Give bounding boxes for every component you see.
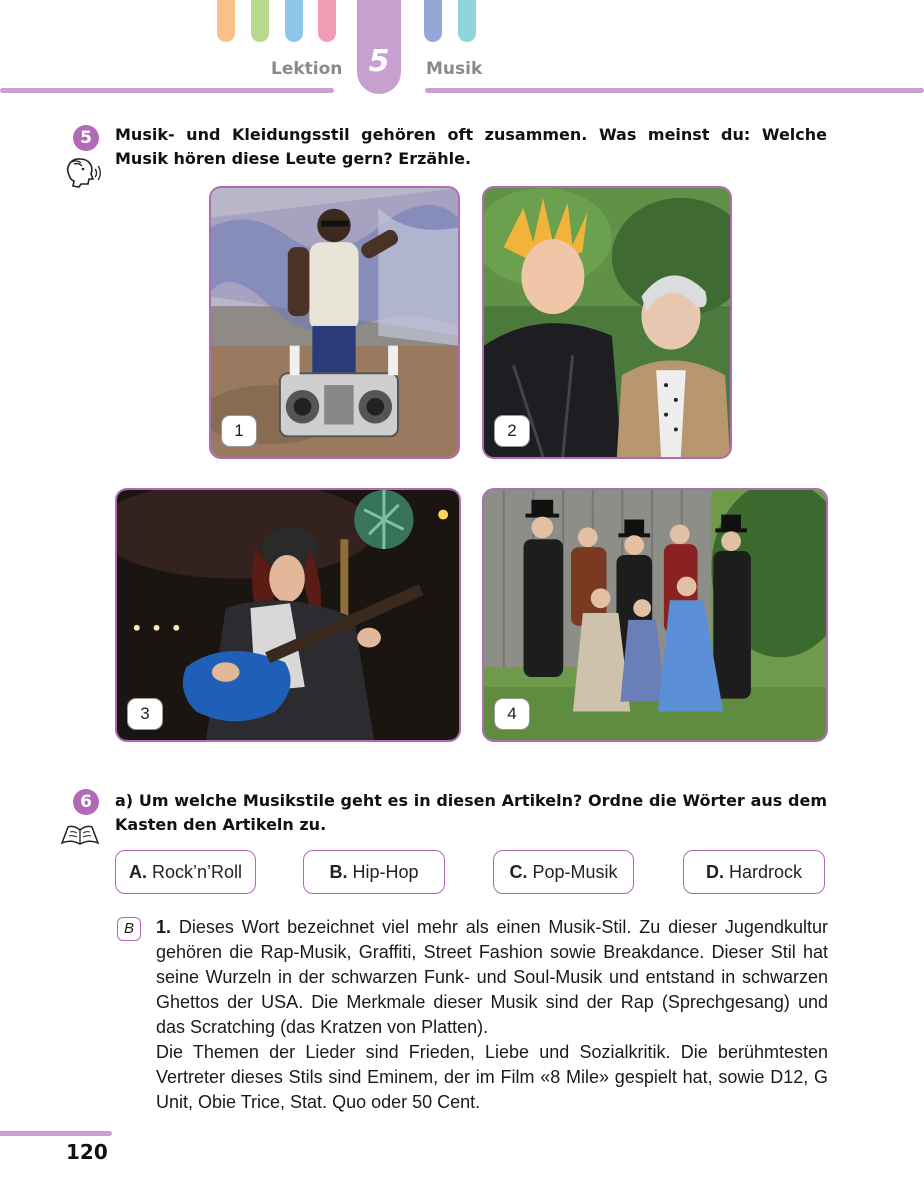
page-number: 120 bbox=[66, 1140, 108, 1164]
photo-number: 3 bbox=[127, 698, 163, 730]
lesson-number: 5 bbox=[368, 44, 390, 79]
word-box-d bbox=[683, 850, 825, 894]
word-text: Hip-Hop bbox=[352, 862, 419, 882]
photo-3 bbox=[115, 488, 461, 742]
word-box-b bbox=[303, 850, 445, 894]
color-tab bbox=[285, 0, 303, 42]
color-tab bbox=[424, 0, 442, 42]
lektion-label: Lektion bbox=[271, 59, 343, 79]
photo-4-image bbox=[484, 490, 826, 740]
word-letter: B. bbox=[329, 862, 348, 882]
task5-instruction: Musik- und Kleidungsstil gehören oft zusammen. Was meinst du: Welche Musik hören diese Leute gern? Erzähle. bbox=[115, 125, 827, 168]
header-line-right bbox=[425, 88, 924, 93]
photo-2 bbox=[482, 186, 732, 459]
task-number-5: 5 bbox=[73, 125, 99, 151]
photo-number: 4 bbox=[494, 698, 530, 730]
word-text: Hardrock bbox=[728, 862, 803, 882]
task6-instruction: a) Um welche Musikstile geht es in diesen Artikeln? Ordne die Wörter aus dem Kasten den Artikeln zu. bbox=[115, 791, 827, 834]
article-text-1: Dieses Wort bezeichnet viel mehr als einen Musik-Stil. Zu dieser Jugendkultur gehören die Rap-Musik, Graffiti, Street Fashion sowie Breakdance. Dieser Stil hat seine Wurzeln in der schwarzen Funk- und Soul-Musik und entstand in schwarzen Ghettos der USA. Die Merkmale dieser Musik sind der Rap (Sprechgesang) und das Scratching (das Kratzen von Platten). bbox=[156, 917, 828, 1037]
word-text: Rock’n’Roll bbox=[151, 862, 243, 882]
word-box-c bbox=[493, 850, 634, 894]
header-line-left bbox=[0, 88, 334, 93]
article-1 bbox=[156, 915, 828, 1115]
open-book-icon bbox=[60, 823, 100, 847]
photo-number: 1 bbox=[221, 415, 257, 447]
word-box-a bbox=[115, 850, 256, 894]
word-letter: A. bbox=[128, 862, 147, 882]
color-tab bbox=[458, 0, 476, 42]
photo-3-image bbox=[117, 490, 459, 740]
photo-number: 2 bbox=[494, 415, 530, 447]
color-tab bbox=[251, 0, 269, 42]
article-paragraph-2: Die Themen der Lieder sind Frieden, Liebe und Sozialkritik. Die berühmtesten Vertreter dieses Stils sind Eminem, der im Film «8 Mile» gespielt hat, sowie D12, G Unit, Obie Trice, Stat. Quo oder 50 Cent. bbox=[156, 1042, 828, 1112]
footer-line bbox=[0, 1131, 112, 1136]
answer-letter-box: B bbox=[117, 917, 141, 941]
word-letter: C. bbox=[509, 862, 528, 882]
word-text: Pop-Musik bbox=[532, 862, 618, 882]
color-tab bbox=[318, 0, 336, 42]
topic-label: Musik bbox=[426, 59, 483, 79]
speaking-face-icon bbox=[63, 155, 101, 189]
article-number: 1. bbox=[156, 917, 172, 937]
photo-4 bbox=[482, 488, 828, 742]
photo-1 bbox=[209, 186, 460, 459]
word-letter: D. bbox=[705, 862, 724, 882]
task-number-6: 6 bbox=[73, 789, 99, 815]
color-tab bbox=[217, 0, 235, 42]
article-paragraph-1 bbox=[156, 915, 828, 1040]
